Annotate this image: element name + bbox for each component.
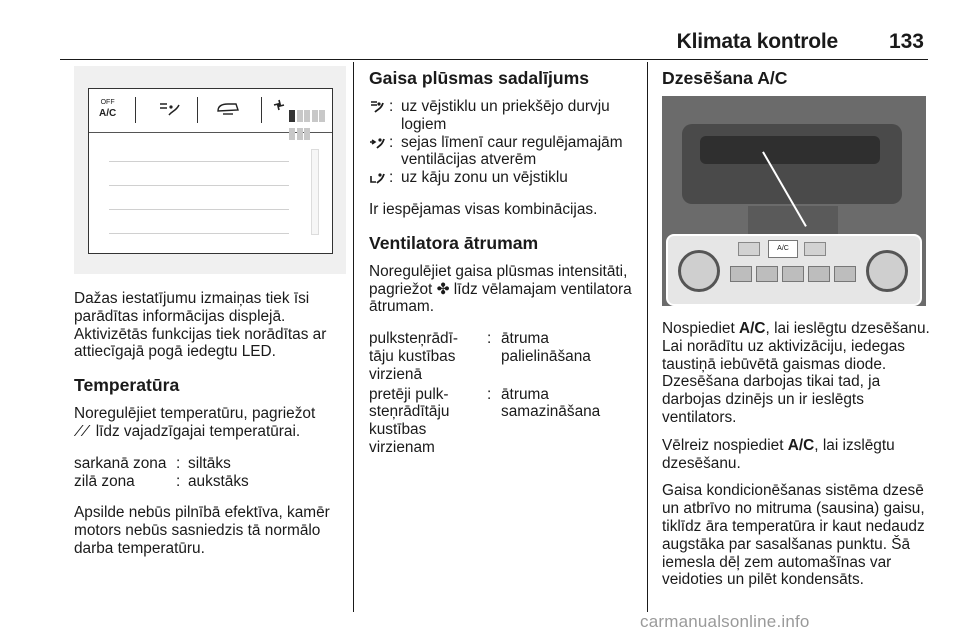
temperature-symbol: ⁄ ⁄: [78, 422, 88, 440]
airflow-feet-button: [808, 266, 830, 282]
fan-direction-term: pretēji pulk-steņrādītāju kustības virzienam: [369, 385, 450, 456]
fan-direction-value: ātruma samazināšana: [501, 385, 601, 421]
zone-term: sarkanā zona: [74, 454, 167, 472]
ac-off-paragraph: [662, 437, 932, 473]
temperature-knob-left: [678, 250, 720, 292]
ac-off-icon: [99, 97, 116, 119]
fan-icon: [273, 99, 285, 111]
ac-off-top-label: OFF: [100, 99, 115, 106]
ac-off-text-after: , lai izslēgtu dzesēšanu.: [662, 436, 895, 472]
fan-direction-sep: :: [487, 330, 492, 348]
fan-paragraph: [369, 263, 639, 316]
display-screen: [88, 88, 333, 254]
page-title: Klimata kontrole: [676, 30, 838, 53]
temperature-text-before: Noregulējiet temperatūru, pagriežot: [74, 405, 316, 423]
heating-note: Apsilde nebūs pilnībā efektīva, kamēr motors nebūs sasniedzis tā normālo darba temperatūru.: [74, 504, 330, 557]
face-airflow-icon: [369, 136, 385, 150]
airflow-value: uz kāju zonu un vējstiklu: [401, 169, 568, 187]
ac-off-bottom-label: A/C: [99, 108, 117, 119]
airflow-value: sejas līmenī caur regulējamajām ventilācijas atverēm: [401, 133, 623, 169]
fan-speed-heading: Ventilatora ātrumam: [369, 232, 539, 253]
display-separator: [261, 97, 262, 123]
airflow-sep: :: [389, 133, 394, 151]
ac-heading: Dzesēšana A/C: [662, 68, 788, 88]
ac-on-text-after: , lai ieslēgtu dzesēšanu. Lai norādītu uz aktivizāciju, iedegas taustiņā iebūvētā gaismas diode. Dzesēšana darbojas tikai tad, ja darbojas dzinējs un ir ieslēgts ventilators.: [662, 320, 930, 426]
display-scrollbar: [311, 149, 319, 235]
display-empty-line: [109, 233, 289, 234]
page-header: [60, 24, 928, 60]
fan-level-bars: [289, 109, 332, 145]
watermark: carmanualsonline.info: [640, 612, 810, 631]
display-empty-line: [109, 161, 289, 162]
combination-note: Ir iespējamas visas kombinācijas.: [369, 200, 598, 218]
temperature-text-after: līdz vajadzīgajai temperatūrai.: [95, 422, 301, 440]
ac-button: A/C: [768, 240, 798, 258]
temperature-zone-list: [74, 455, 346, 491]
climate-panel-photo: [662, 96, 926, 306]
airflow-sep: :: [389, 169, 394, 187]
fan-down-button: [738, 242, 760, 256]
airflow-button: [756, 266, 778, 282]
airflow-icon: [157, 101, 181, 119]
recirculation-icon: [215, 101, 241, 119]
fan-direction-list: [369, 330, 639, 457]
page-number: 133: [888, 30, 924, 53]
airflow-list: [369, 98, 639, 187]
column-divider-right: [647, 62, 648, 612]
temperature-paragraph: [74, 405, 346, 441]
zone-sep: :: [176, 454, 181, 472]
airflow-face-button: [782, 266, 804, 282]
foot-windshield-airflow-icon: [369, 171, 385, 185]
fan-direction-term: pulksteņrādī-tāju kustības virzienā: [369, 330, 458, 383]
fan-text-after: līdz vēlamajam ventilatora ātrumam.: [369, 280, 632, 316]
intro-paragraph: Dažas iestatījumu izmaiņas tiek īsi parādītas informācijas displejā. Aktivizētās funkcijas tiek norādītas ar attiecīgajā pogā iedegtu LED.: [74, 290, 327, 361]
defrost-button: [730, 266, 752, 282]
ac-off-text-before: Vēlreiz nospiediet: [662, 436, 784, 454]
column-divider-left: [353, 62, 354, 612]
display-topbar: [89, 89, 332, 133]
ac-system-paragraph: Gaisa kondicionēšanas sistēma dzesē un atbrīvo no mitruma (sausina) gaisu, tiklīdz āra temperatūra ir kaut nedaudz augstāka par sasalšanas punktu. Šā iemesla dēļ zem automašīnas var veidoties un pilēt kondensāts.: [662, 482, 925, 589]
ac-on-text-before: Nospiediet: [662, 320, 735, 337]
airflow-sep: :: [389, 98, 394, 115]
display-separator: [135, 97, 136, 123]
ac-on-paragraph: [662, 320, 932, 427]
info-display-illustration: [74, 66, 346, 274]
ac-button-label: A/C: [787, 436, 815, 454]
fan-symbol: ✤: [436, 280, 450, 298]
display-separator: [197, 97, 198, 123]
temperature-heading: Temperatūra: [74, 375, 180, 396]
zone-sep: :: [176, 472, 181, 490]
display-empty-line: [109, 185, 289, 186]
fan-text-before: Noregulējiet gaisa plūsmas intensitāti, pagriežot: [369, 262, 628, 298]
ac-button-label: A/C: [739, 320, 766, 337]
zone-value: aukstāks: [188, 472, 249, 490]
airflow-heading: Gaisa plūsmas sadalījums: [369, 68, 590, 88]
fan-up-button: [804, 242, 826, 256]
temperature-knob-right: [866, 250, 908, 292]
airflow-value: uz vējstiklu un priekšējo durvju logiem: [401, 98, 610, 133]
zone-term: zilā zona: [74, 472, 135, 490]
dashboard-control-strip: [700, 136, 880, 164]
zone-value: siltāks: [188, 454, 231, 472]
fan-direction-sep: :: [487, 385, 492, 403]
climate-controls-closeup: [666, 234, 922, 306]
windshield-footwell-airflow-icon: [369, 100, 385, 114]
seat-heat-button: [834, 266, 856, 282]
display-empty-line: [109, 209, 289, 210]
fan-direction-value: ātruma palielināšana: [501, 330, 591, 365]
